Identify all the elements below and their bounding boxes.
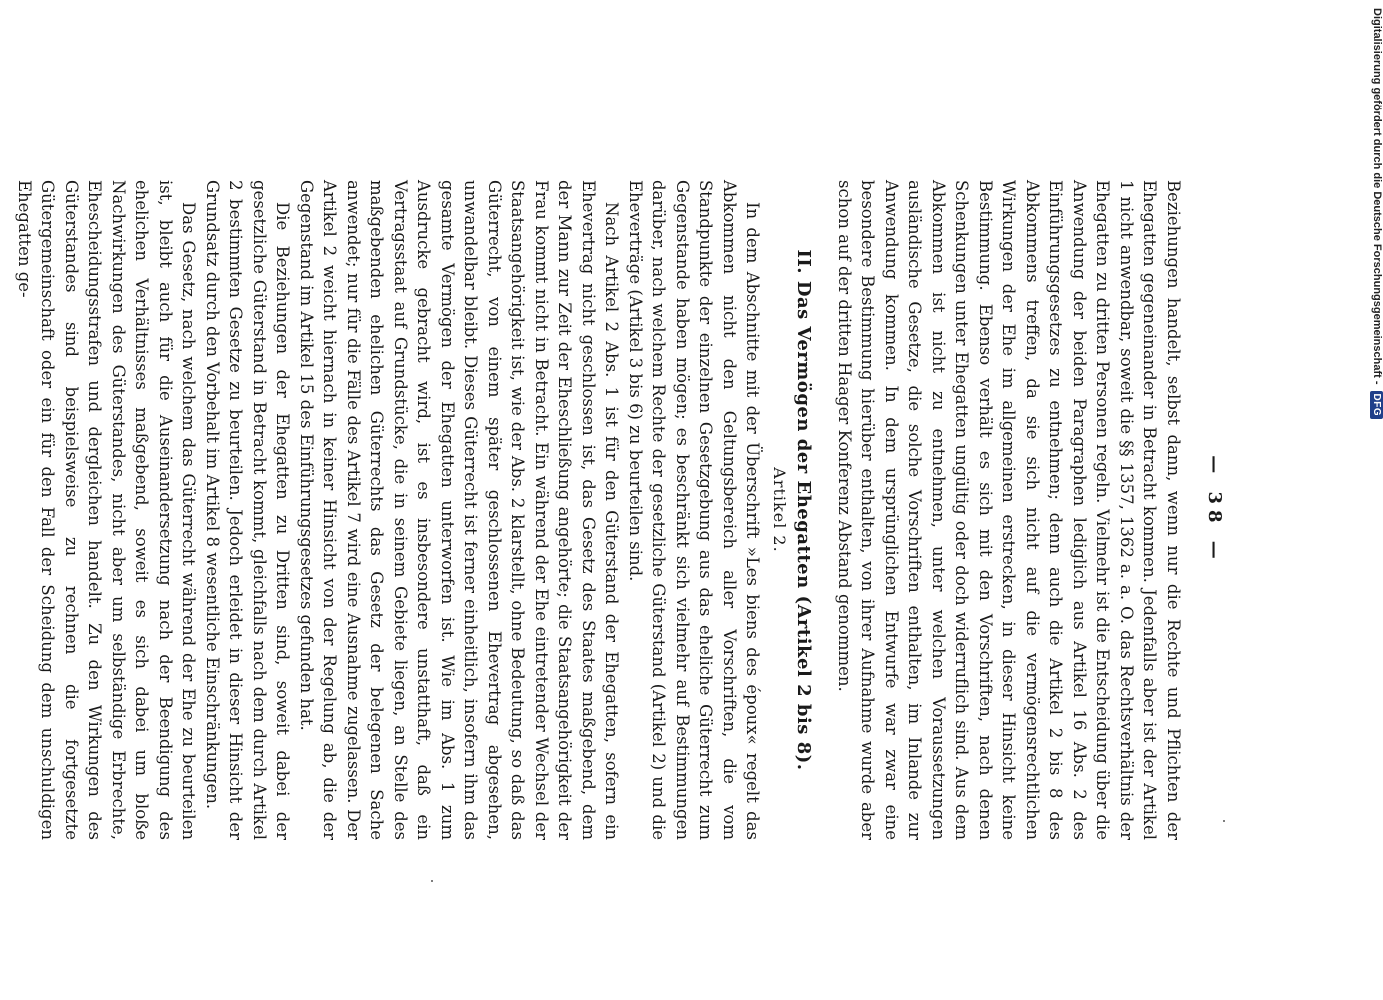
body-paragraph: Die Beziehungen der Ehegatten zu Dritten sind, soweit dabei der gesetzliche Güterstand in Betracht kommt, gleichfalls nach dem durch Artikel 2 bestimmten Gesetze zu beurteilen. Jedoch erleidet in dieser Hinsicht der Grundsatz durch den Vorbehalt im Artikel 8 wesentliche Einschränkungen.: [203, 180, 293, 840]
article-heading: Artikel 2.: [770, 467, 790, 553]
body-paragraph-intro: Beziehungen handelt, selbst dann, wenn nur die Rechte und Pflichten der Ehegatten gegeneinander in Betracht kommen. Jedenfalls aber ist der Artikel 1 nicht anwendbar, soweit die §§ 1357, 1362 a. a. O. das Rechtsverhältnis der Ehegatten zu dritten Personen regeln. Vielmehr ist die Entscheidung über die Anwendung der beiden Paragraphen lediglich aus Artikel 16 Abs. 2 des Einführungsgesetzes zu entnehmen; denn auch die Artikel 2 bis 8 des Abkommens treffen, da sie sich nicht auf die vermögensrechtlichen Wirkungen der Ehe im allgemeinen erstrecken, in dieser Hinsicht keine Bestimmung. Ebenso verhält es sich mit den Vorschriften, nach denen Schenkungen unter Ehegatten ungültig oder doch widerruflich sind. Aus dem Abkommen ist nicht zu entnehmen, unter welchen Voraussetzungen ausländische Gesetze, die solche Vorschriften enthalten, im Inlande zur Anwendung kommen. In dem ursprünglichen Entwurfe war zwar eine besondere Bestimmung hierüber enthalten, von ihrer Aufnahme wurde aber schon auf der dritten Haager Konferenz Abstand genommen.: [835, 180, 1183, 840]
section-heading: II. Das Vermögen der Ehegatten (Artikel 2 bis 8).: [793, 249, 815, 771]
attribution-text: Digitalisierung gefördert durch die Deutsche Forschungsgemeinschaft -: [1371, 8, 1383, 385]
scan-speck: [431, 880, 433, 882]
page-number: — 38 —: [1204, 455, 1225, 565]
body-paragraph: Das Gesetz, nach welchem das Güterrecht während der Ehe zu beurteilen ist, bleibt auch für die Auseinandersetzung nach der Beendigung des ehelichen Verhältnisses maßgebend, soweit es sich dabei um bloße Nachwirkungen des Güterstandes, nicht aber um selbständige Erbrechte, Ehescheidungsstrafen und dergleichen handelt. Zu den Wirkungen des Güterstandes sind beispielsweise zu rechnen die fortgesetzte Gütergemeinschaft oder ein für den Fall der Scheidung dem unschuldigen Ehegatten ge-: [15, 180, 199, 840]
scan-speck: [1223, 820, 1225, 822]
digitization-attribution: [1367, 8, 1383, 992]
body-paragraph: Nach Artikel 2 Abs. 1 ist für den Güterstand der Ehegatten, sofern ein Ehevertrag nicht geschlossen ist, das Gesetz des Staates maßgebend, dem der Mann zur Zeit der Eheschließung angehörte; die Staatsangehörigkeit der Frau kommt nicht in Betracht. Ein während der Ehe eintretender Wechsel der Staatsangehörigkeit ist, wie der Abs. 2 klarstellt, ohne Bedeutung, so daß das Güterrecht, von einem später geschlossenen Ehevertrag abgesehen, unwandelbar bleibt. Dieses Güterrecht ist ferner einheitlich, insofern ihm das gesamte Vermögen der Ehegatten unterworfen ist. Wie im Abs. 1 zum Ausdrucke gebracht wird, ist es insbesondere unstatthaft, daß ein Vertragsstaat auf Grundstücke, die in seinem Gebiete liegen, an Stelle des maßgebenden ehelichen Güterrechts das Gesetz der belegenen Sache anwendet; nur für die Fälle des Artikel 7 wird eine Ausnahme zugelassen. Der Artikel 2 weicht hiernach in keiner Hinsicht von der Regelung ab, die der Gegenstand im Artikel 15 des Einführungsgesetzes gefunden hat.: [297, 180, 622, 840]
page-content: [15, 180, 1225, 840]
body-paragraph: In dem Abschnitte mit der Überschrift »Les biens des époux« regelt das Abkommen nicht den Geltungsbereich aller Vorschriften, die vom Standpunkte der einzelnen Gesetzgebung aus das eheliche Güterrecht zum Gegenstande haben mögen; es beschränkt sich vielmehr auf Bestimmungen darüber, nach welchem Rechte der gesetzliche Güterstand (Artikel 2) und die Eheverträge (Artikel 3 bis 6) zu beurteilen sind.: [626, 180, 763, 840]
rotated-page: [15, 180, 1225, 840]
dfg-logo: DFG: [1371, 391, 1383, 420]
